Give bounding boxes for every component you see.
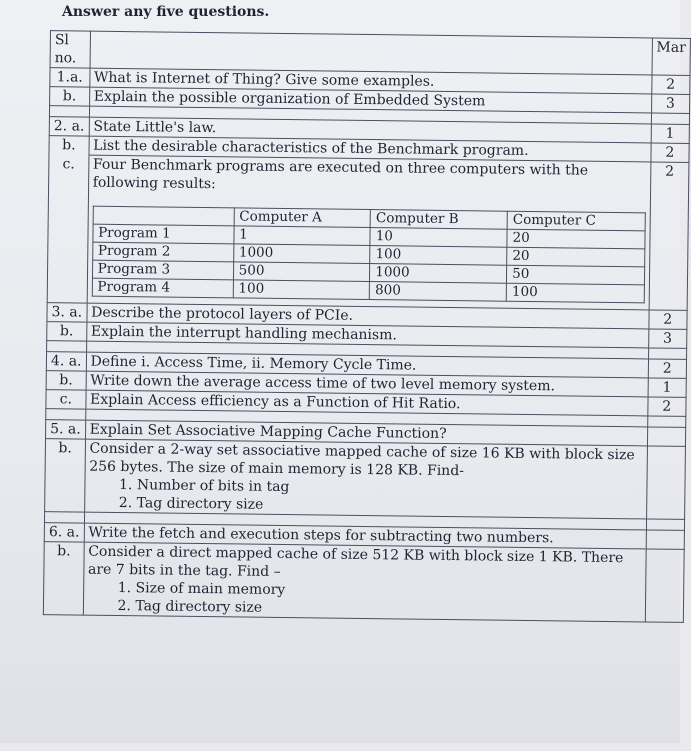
question-text: Explain the interrupt handling mechanism.: [86, 322, 648, 348]
sl-no: 5. a.: [46, 420, 86, 439]
marks: 2: [649, 162, 689, 310]
result-cell: 100: [370, 246, 507, 266]
question-text: Describe the protocol layers of PCIe.: [87, 303, 649, 329]
question-text: Explain Access efficiency as a Function of Hit Ratio.: [85, 390, 647, 416]
col-header-computer-a: Computer A: [234, 208, 371, 228]
results-corner: [93, 206, 234, 226]
question-text: Consider a 2-way set associative mapped cache of size 16 KB with block size 256 bytes. The size of main memory is 128 KB. Find-: [89, 440, 635, 480]
question-cell-2c: [87, 155, 651, 310]
question-text: Write down the average access time of two level memory system.: [86, 371, 648, 397]
results-table: [91, 206, 645, 304]
question-cell-6b: [83, 542, 646, 622]
marks: 1: [648, 378, 687, 397]
question-text: Explain Set Associative Mapping Cache Function?: [85, 420, 647, 446]
marks: 2: [647, 397, 686, 416]
sl-no: 3. a.: [47, 303, 87, 322]
sl-no: b.: [43, 542, 83, 615]
sl-no: b.: [47, 322, 87, 341]
result-cell: 100: [506, 283, 644, 303]
marks: 2: [648, 359, 687, 378]
marks: 1: [651, 124, 690, 143]
question-text: Four Benchmark programs are executed on three computers with the following results:: [92, 156, 589, 193]
sl-no: 6. a.: [44, 523, 84, 542]
question-row: [43, 542, 684, 623]
result-cell: 1000: [233, 244, 370, 264]
sl-no-header: Sl no.: [50, 31, 90, 68]
question-text: What is Internet of Thing? Give some examples.: [89, 68, 651, 94]
question-text: State Little's law.: [89, 117, 651, 143]
question-row: [47, 155, 689, 311]
sl-no: 4. a.: [46, 352, 86, 371]
question-cell-5b: [84, 439, 647, 519]
result-cell: 50: [507, 265, 645, 285]
result-cell: 800: [369, 282, 506, 302]
marks: [646, 446, 685, 519]
sl-no: 2. a.: [49, 117, 89, 136]
marks-header: Mar: [652, 38, 691, 75]
marks: [645, 549, 684, 622]
result-cell: 20: [507, 247, 645, 267]
sl-no: b.: [45, 439, 85, 512]
result-cell: 1000: [370, 264, 507, 284]
col-header-computer-b: Computer B: [370, 210, 507, 230]
sl-no: b.: [46, 371, 86, 390]
sub-item: 2. Tag directory size: [118, 494, 264, 513]
question-text: Explain the possible organization of Embedded System: [89, 87, 651, 113]
sub-item: 1. Size of main memory: [117, 579, 286, 599]
marks: 2: [649, 310, 688, 329]
marks: [647, 427, 686, 446]
program-label: Program 3: [92, 260, 233, 280]
question-text: List the desirable characteristics of the Benchmark program.: [89, 136, 651, 162]
result-cell: 1: [234, 226, 371, 246]
sl-no: b.: [49, 136, 89, 155]
program-label: Program 4: [92, 278, 233, 298]
marks: 3: [648, 329, 687, 348]
sl-no: b.: [50, 87, 90, 106]
result-cell: 100: [233, 280, 370, 300]
question-text: Define i. Access Time, ii. Memory Cycle Time.: [86, 352, 648, 378]
result-cell: 500: [233, 262, 370, 282]
marks: 2: [651, 75, 690, 94]
marks: 2: [651, 143, 690, 162]
question-text: Write the fetch and execution steps for subtracting two numbers.: [84, 523, 646, 549]
program-label: Program 1: [93, 224, 234, 244]
result-cell: 20: [507, 229, 645, 249]
question-row: [45, 439, 686, 520]
sub-item: 2. Tag directory size: [117, 597, 263, 616]
result-cell: 10: [370, 228, 507, 248]
marks: 3: [651, 94, 690, 113]
question-text: Consider a direct mapped cache of size 512 KB with block size 1 KB. There are 7 bits in the tag. Find –: [87, 543, 624, 580]
sl-no: 1.a.: [50, 68, 90, 87]
col-header-computer-c: Computer C: [507, 211, 645, 231]
sl-no: c.: [47, 155, 88, 303]
sub-item: 1. Number of bits in tag: [118, 477, 290, 496]
instruction: Answer any five questions.: [62, 4, 270, 20]
question-table: [43, 30, 691, 623]
marks: [646, 530, 685, 549]
sl-no: c.: [46, 390, 86, 409]
program-label: Program 2: [92, 242, 233, 262]
